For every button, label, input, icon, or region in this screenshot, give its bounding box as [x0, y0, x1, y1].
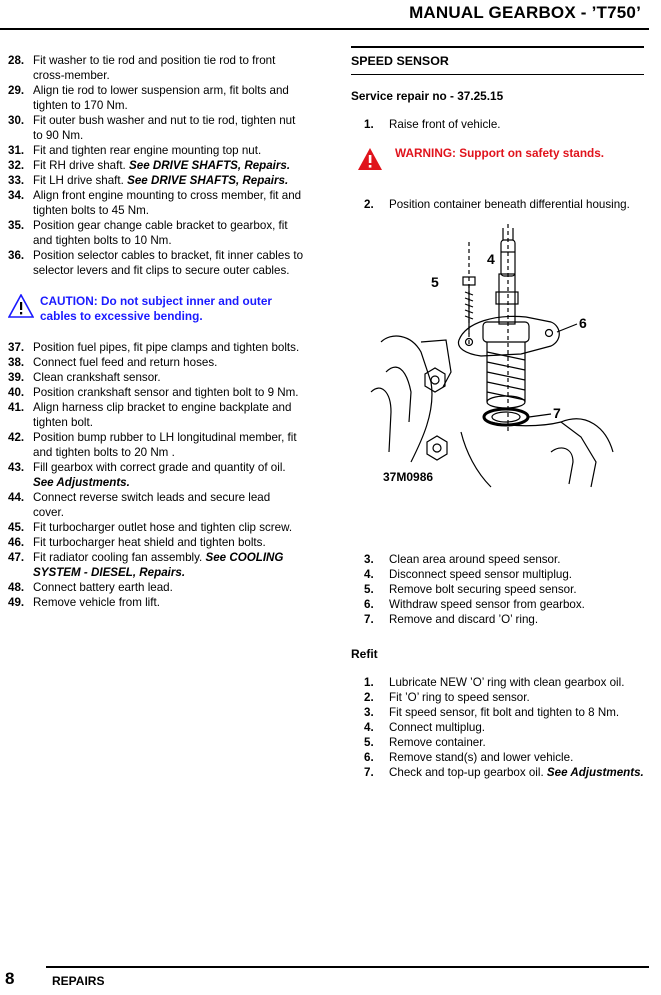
list-item: 7. Check and top-up gearbox oil. See Adjustments. [364, 766, 644, 779]
list-item: 44. Connect reverse switch leads and secure lead cover. [8, 491, 271, 519]
list-item: 46. Fit turbocharger heat shield and tighten bolts. [8, 536, 266, 549]
list-item: 45. Fit turbocharger outlet hose and tighten clip screw. [8, 521, 293, 534]
speed-sensor-drawing [351, 222, 644, 492]
list-item: 3. Clean area around speed sensor. [364, 553, 561, 566]
footer-section-label: REPAIRS [52, 974, 105, 988]
list-item: 2. Position container beneath differential housing. [364, 198, 630, 211]
intro-step-list [351, 117, 644, 132]
list-item: 5. Remove bolt securing speed sensor. [364, 583, 577, 596]
footer-rule [46, 966, 649, 968]
callout-4: 4 [487, 251, 495, 267]
list-item: 43. Fill gearbox with correct grade and quantity of oil. See Adjustments. [8, 461, 286, 489]
list-item: 7. Remove and discard ’O’ ring. [364, 613, 539, 626]
list-item: 1. Raise front of vehicle. [364, 118, 501, 131]
caution-text: CAUTION: Do not subject inner and outer cables to excessive bending. [40, 294, 273, 323]
list-item: 42. Position bump rubber to LH longitudinal member, fit and tighten bolts to 20 Nm . [8, 431, 297, 459]
cross-reference-link[interactable]: See COOLING SYSTEM - DIESEL, Repairs. [33, 551, 284, 579]
caution-callout [8, 294, 304, 324]
list-item: 49. Remove vehicle from lift. [8, 596, 160, 609]
list-item: 29. Align tie rod to lower suspension arm, fit bolts and tighten to 170 Nm. [8, 84, 289, 112]
left-column [8, 53, 304, 610]
removal-step-list [351, 552, 644, 627]
list-item: 39. Clean crankshaft sensor. [8, 371, 161, 384]
page-header-title: MANUAL GEARBOX - ’T750’ [409, 3, 641, 22]
list-item: 5. Remove container. [364, 736, 486, 749]
list-item: 40. Position crankshaft sensor and tighten bolt to 9 Nm. [8, 386, 299, 399]
list-item: 37. Position fuel pipes, fit pipe clamps and tighten bolts. [8, 341, 300, 354]
speed-sensor-illustration [351, 222, 644, 552]
step-2-list [351, 197, 644, 212]
callout-5: 5 [431, 274, 439, 290]
figure-code: 37M0986 [383, 470, 434, 484]
caution-triangle-icon [8, 294, 40, 323]
callout-6: 6 [579, 315, 587, 331]
list-item: 48. Connect battery earth lead. [8, 581, 173, 594]
list-item: 33. Fit LH drive shaft. See DRIVE SHAFTS, Repairs. [8, 174, 289, 187]
warning-triangle-icon [351, 146, 395, 177]
list-item: 28. Fit washer to tie rod and position tie rod to front cross-member. [8, 54, 276, 82]
refit-step-list [351, 675, 644, 780]
cross-reference-link[interactable]: See Adjustments. [546, 766, 644, 779]
right-column [351, 46, 644, 780]
list-item: 4. Disconnect speed sensor multiplug. [364, 568, 573, 581]
list-item: 32. Fit RH drive shaft. See DRIVE SHAFTS, Repairs. [8, 159, 291, 172]
service-repair-number: Service repair no - 37.25.15 [351, 89, 504, 103]
list-item: 30. Fit outer bush washer and nut to tie rod, tighten nut to 90 Nm. [8, 114, 296, 142]
section-title: SPEED SENSOR [351, 48, 644, 75]
list-item: 34. Align front engine mounting to cross member, fit and tighten bolts to 45 Nm. [8, 189, 302, 217]
refit-heading: Refit [351, 647, 378, 661]
cross-reference-link[interactable]: See Adjustments. [33, 476, 130, 489]
list-item: 3. Fit speed sensor, fit bolt and tighten to 8 Nm. [364, 706, 620, 719]
cross-reference-link[interactable]: See DRIVE SHAFTS, Repairs. [127, 174, 289, 187]
header-rule [0, 28, 649, 30]
page-number: 8 [5, 969, 15, 988]
callout-7: 7 [553, 405, 561, 421]
list-item: 41. Align harness clip bracket to engine backplate and tighten bolt. [8, 401, 292, 429]
list-item: 6. Withdraw speed sensor from gearbox. [364, 598, 585, 611]
list-item: 6. Remove stand(s) and lower vehicle. [364, 751, 574, 764]
list-item: 4. Connect multiplug. [364, 721, 486, 734]
list-item: 36. Position selector cables to bracket, fit inner cables to selector levers and fit clips to secure outer cables. [8, 249, 304, 277]
list-item: 31. Fit and tighten rear engine mounting top nut. [8, 144, 262, 157]
cross-reference-link[interactable]: See DRIVE SHAFTS, Repairs. [129, 159, 291, 172]
warning-text: WARNING: Support on safety stands. [395, 146, 605, 160]
list-item: 1. Lubricate NEW ’O’ ring with clean gearbox oil. [364, 676, 625, 689]
warning-callout [351, 146, 644, 177]
list-item: 35. Position gear change cable bracket to gearbox, fit and tighten bolts to 10 Nm. [8, 219, 288, 247]
list-item: 2. Fit ’O’ ring to speed sensor. [364, 691, 530, 704]
step-list-1 [8, 53, 304, 278]
list-item: 47. Fit radiator cooling fan assembly. See COOLING SYSTEM - DIESEL, Repairs. [8, 551, 284, 579]
list-item: 38. Connect fuel feed and return hoses. [8, 356, 218, 369]
step-list-2 [8, 340, 304, 610]
